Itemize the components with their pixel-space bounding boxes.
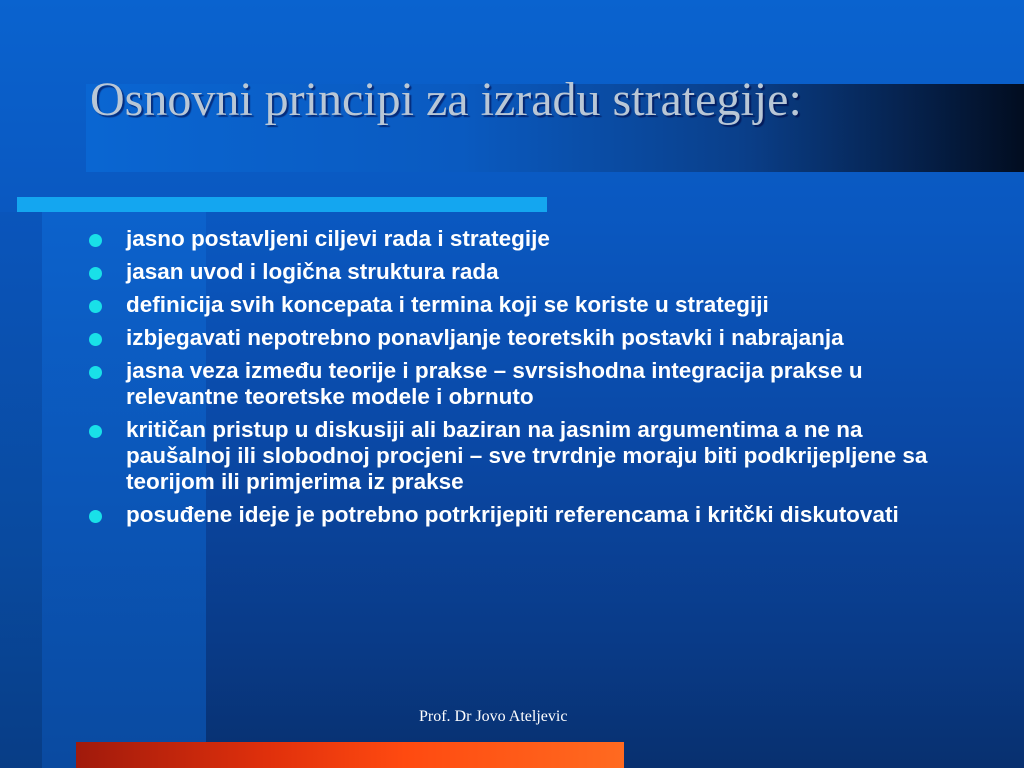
bullet-dot-icon (89, 300, 102, 313)
bullet-text: jasan uvod i logična struktura rada (126, 259, 499, 284)
bullet-dot-icon (89, 234, 102, 247)
bullet-item (86, 259, 966, 285)
slide-title: Osnovni principi za izradu strategije: (90, 73, 802, 126)
bullet-text: jasno postavljeni ciljevi rada i strategije (126, 226, 550, 251)
bullet-item (86, 325, 966, 351)
bullet-item (86, 417, 966, 495)
bullet-text: kritičan pristup u diskusiji ali baziran na jasnim argumentima a ne na paušalnoj ili slobodnoj procjeni – sve trvrdnje moraju biti podkrijepljene sa teorijom ili primjerima iz prakse (126, 417, 928, 494)
bullet-item (86, 226, 966, 252)
bullet-item (86, 292, 966, 318)
bullet-text: posuđene ideje je potrebno potrkrijepiti referencama i kritčki diskutovati (126, 502, 899, 527)
bullet-text: definicija svih koncepata i termina koji se koriste u strategiji (126, 292, 769, 317)
bullet-text: izbjegavati nepotrebno ponavljanje teoretskih postavki i nabrajanja (126, 325, 844, 350)
bullet-dot-icon (89, 267, 102, 280)
bullet-item (86, 358, 966, 410)
bullet-list (86, 226, 966, 535)
bullet-dot-icon (89, 366, 102, 379)
bottom-decorative-bar (76, 742, 624, 768)
footer-author: Prof. Dr Jovo Ateljevic (419, 708, 568, 725)
bullet-dot-icon (89, 510, 102, 523)
bullet-dot-icon (89, 333, 102, 346)
left-decorative-strip (0, 212, 42, 768)
bullet-item (86, 502, 966, 528)
accent-bar (17, 197, 547, 212)
bullet-dot-icon (89, 425, 102, 438)
bullet-text: jasna veza između teorije i prakse – svrsishodna integracija prakse u relevantne teoretske modele i obrnuto (126, 358, 863, 409)
